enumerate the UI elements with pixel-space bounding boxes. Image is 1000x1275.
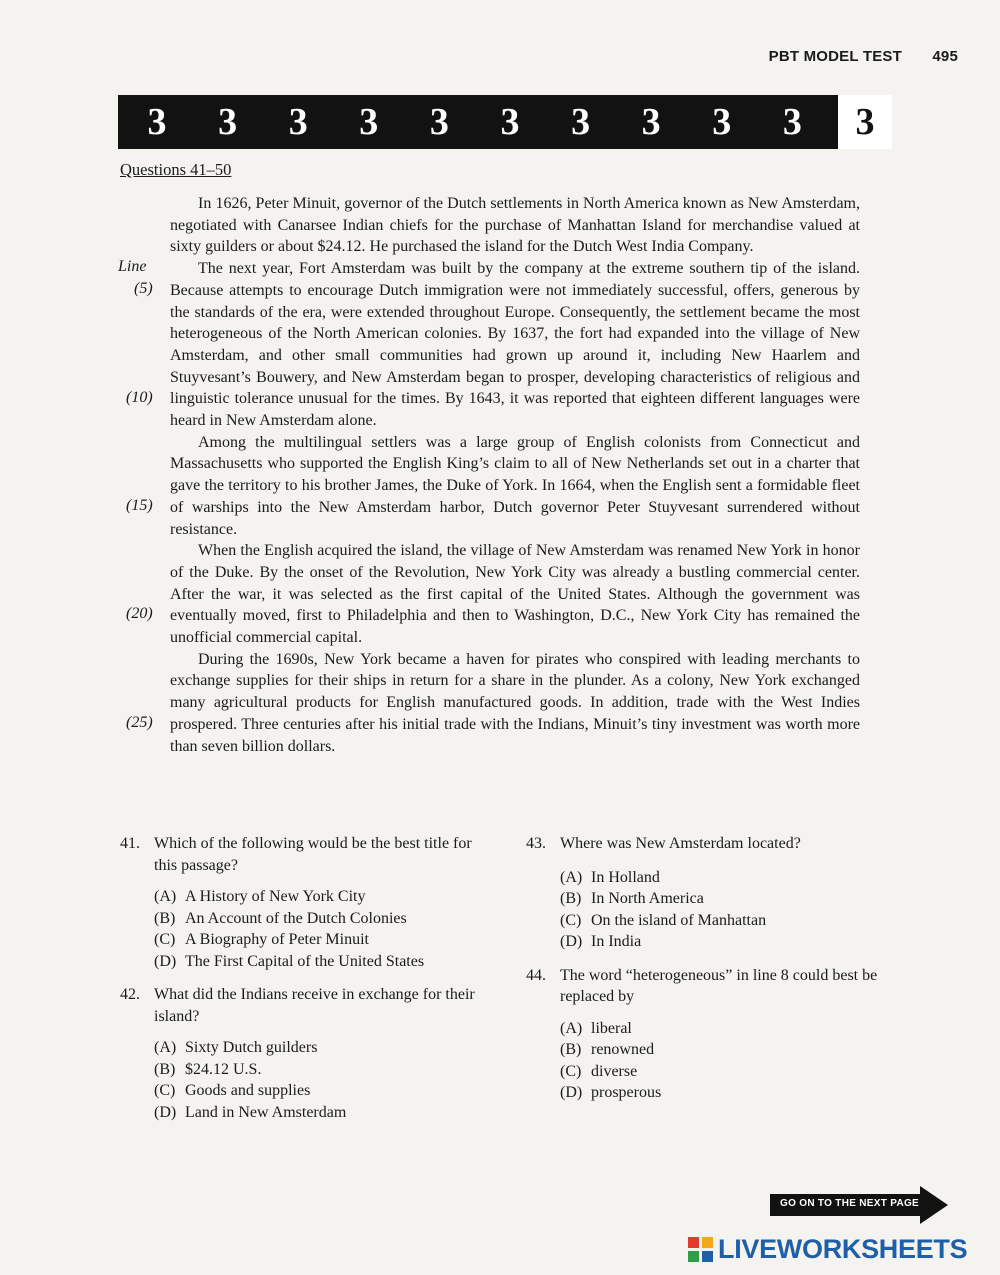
banner-digit: 3 — [429, 101, 449, 143]
liveworksheets-wordmark: LIVEWORKSHEETS — [718, 1234, 968, 1264]
answer-option[interactable] — [560, 888, 886, 910]
answer-option[interactable] — [154, 951, 495, 973]
answer-option[interactable] — [154, 1059, 495, 1081]
section-banner — [118, 95, 890, 149]
answer-option[interactable] — [560, 1039, 886, 1061]
banner-digit: 3 — [641, 101, 661, 143]
option-label: (A) — [560, 868, 583, 886]
answer-option[interactable] — [560, 931, 886, 953]
option-text: liberal — [591, 1019, 632, 1037]
option-text: renowned — [591, 1041, 655, 1058]
option-label: (C) — [560, 1062, 582, 1080]
option-label: (D) — [154, 952, 177, 970]
option-label: (A) — [154, 888, 177, 905]
option-label: (C) — [560, 911, 582, 929]
option-label: (B) — [154, 909, 176, 927]
banner-digit: 3 — [712, 101, 732, 143]
option-text: In North America — [591, 890, 704, 907]
answer-option[interactable] — [154, 886, 495, 908]
option-label: (A) — [154, 1039, 177, 1056]
line-marker: (10) — [126, 389, 153, 406]
test-title: PBT MODEL TEST — [768, 48, 902, 65]
page-header — [769, 48, 958, 65]
option-label: (B) — [560, 1041, 582, 1058]
banner-digit: 3 — [782, 101, 802, 143]
banner-digit: 3 — [571, 101, 591, 143]
question-stem: The word “heterogeneous” in line 8 could best be replaced by — [560, 966, 878, 1005]
option-text: A History of New York City — [185, 888, 366, 905]
question-stem: Which of the following would be the best title for this passage? — [154, 835, 472, 874]
answer-option[interactable] — [560, 1018, 886, 1040]
answer-option[interactable] — [154, 908, 495, 930]
option-label: (B) — [154, 1060, 176, 1078]
option-text: In Holland — [591, 868, 660, 886]
question-number: 43. — [526, 835, 546, 852]
passage-paragraph: During the 1690s, New York became a haven for pirates who conspired with leading merchants to exchange supplies for their ships in return for a share in the plunder. As a colony, New York exchanged many agricultural products for English manufactured goods. In addition, trade with the West Indies prospered. Three centuries after his initial trade with the Indians, Minuit’s tiny investment was worth more than seven billion dollars. — [170, 650, 860, 755]
banner-digit: 3 — [500, 101, 520, 143]
option-text: Goods and supplies — [185, 1082, 311, 1099]
banner-digit: 3 — [147, 101, 167, 143]
right-arrow-icon — [920, 1186, 948, 1224]
option-text: On the island of Manhattan — [591, 911, 767, 929]
option-label: (A) — [560, 1019, 583, 1037]
question-43 — [526, 833, 886, 953]
line-marker: (20) — [126, 605, 153, 622]
line-marker: Line — [118, 258, 147, 275]
option-label: (C) — [154, 931, 176, 948]
question-41 — [120, 833, 495, 972]
option-label: (C) — [154, 1082, 176, 1099]
answer-option[interactable] — [560, 1082, 886, 1104]
question-range: Questions 41–50 — [120, 160, 232, 179]
next-page-indicator — [770, 1186, 950, 1224]
question-number: 42. — [120, 986, 140, 1003]
option-text: prosperous — [591, 1084, 662, 1101]
question-number: 44. — [526, 966, 546, 984]
answer-option[interactable] — [560, 910, 886, 932]
answer-option[interactable] — [154, 1102, 495, 1124]
question-42 — [120, 984, 495, 1123]
option-text: In India — [591, 933, 642, 950]
passage-paragraph: When the English acquired the island, the village of New Amsterdam was renamed New York in honor of the Duke. By the onset of the Revolution, New York City was already a bustling commercial center. After the war, it was selected as the first capital of the United States. Although the government was eventually moved, first to Philadelphia and then to Washington, D.C., New York City has remained the unofficial commercial capital. — [170, 542, 860, 647]
answer-option[interactable] — [154, 929, 495, 951]
option-text: $24.12 U.S. — [185, 1060, 262, 1078]
line-marker: (15) — [126, 497, 153, 514]
question-44 — [526, 965, 886, 1104]
question-stem: What did the Indians receive in exchange for their island? — [154, 986, 475, 1025]
banner-digit: 3 — [359, 101, 379, 143]
option-label: (D) — [560, 1084, 583, 1101]
option-text: Land in New Amsterdam — [185, 1103, 347, 1121]
option-text: An Account of the Dutch Colonies — [185, 909, 407, 927]
liveworksheets-logo — [688, 1234, 967, 1265]
line-marker: (25) — [126, 714, 153, 731]
option-label: (D) — [154, 1103, 177, 1121]
option-label: (B) — [560, 890, 582, 907]
answer-option[interactable] — [560, 1061, 886, 1083]
answer-option[interactable] — [154, 1037, 495, 1059]
option-text: A Biography of Peter Minuit — [185, 931, 369, 948]
option-text: Sixty Dutch guilders — [185, 1039, 318, 1056]
next-page-label: GO ON TO THE NEXT PAGE — [780, 1198, 920, 1209]
banner-digit-highlight: 3 — [838, 95, 892, 149]
questions-column-left — [120, 833, 495, 1123]
option-text: The First Capital of the United States — [185, 952, 425, 970]
passage-paragraph: Among the multilingual settlers was a large group of English colonists from Connecticut and Massachusetts who supported the English King’s claim to all of New Netherlands set out in a charter that gave the territory to his brother James, the Duke of York. In 1664, when the English sent a formidable fleet of warships into the New Amsterdam harbor, Dutch governor Peter Stuyvesant surrendered without resistance. — [170, 433, 860, 538]
banner-digit: 3 — [288, 101, 308, 143]
liveworksheets-grid-icon — [688, 1237, 714, 1263]
passage-paragraph: In 1626, Peter Minuit, governor of the Dutch settlements in North America known as New Amsterdam, negotiated with Canarsee Indian chiefs for the purchase of Manhattan Island for merchandise valued at sixty guilders or about $24.12. He purchased the island for the Dutch West India Company. — [170, 195, 860, 256]
banner-digit: 3 — [218, 101, 238, 143]
answer-option[interactable] — [154, 1080, 495, 1102]
passage-paragraph: The next year, Fort Amsterdam was built by the company at the extreme southern tip of the island. Because attempts to encourage Dutch immigration were not immediately successful, offers, generous by the standards of the era, were extended throughout Europe. Consequently, the settlement became the most heterogeneous of the North American colonies. By 1637, the fort had expanded into the village of New Amsterdam, and other small communities had grown up around it, including New Haarlem and Stuyvesant’s Bouwery, and New Amsterdam began to prosper, developing characteristics of religious and linguistic tolerance unusual for the times. By 1643, it was reported that eighteen different languages were heard in New Amsterdam alone. — [170, 260, 860, 430]
reading-passage — [170, 193, 860, 757]
line-marker: (5) — [134, 280, 153, 297]
question-number: 41. — [120, 835, 140, 852]
question-stem: Where was New Amsterdam located? — [560, 835, 801, 852]
page-number: 495 — [932, 48, 958, 65]
option-text: diverse — [591, 1062, 638, 1080]
questions-column-right — [526, 833, 886, 1104]
answer-option[interactable] — [560, 867, 886, 889]
option-label: (D) — [560, 933, 583, 950]
